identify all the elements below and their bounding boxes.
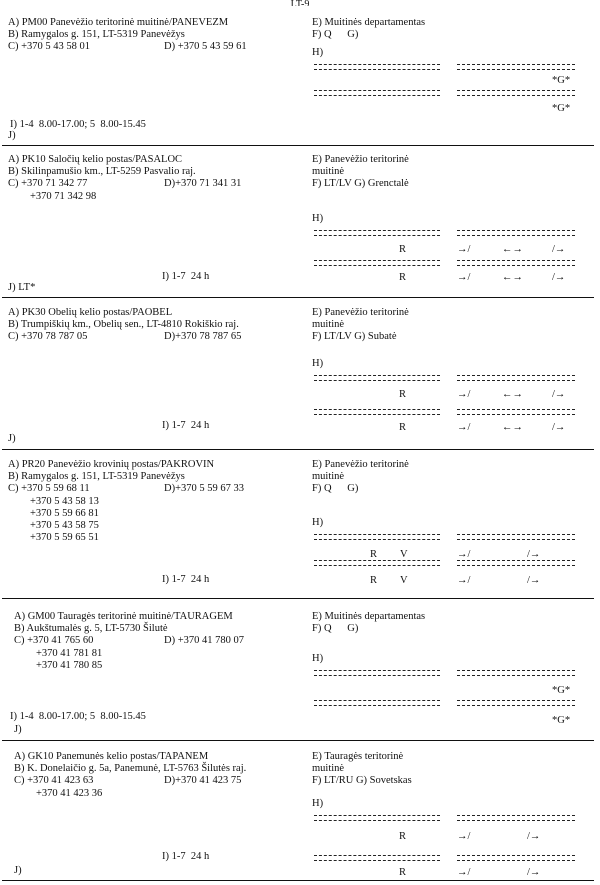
- customs-office-entry: [2, 0, 594, 885]
- field-e-department-cont: muitinė: [312, 319, 345, 331]
- field-a-office-name: A) GM00 Tauragės teritorinė muitinė/TAURAGEM: [14, 611, 233, 622]
- direction-arrow-code: /→: [527, 575, 541, 586]
- direction-arrow-code: →/: [457, 549, 471, 560]
- direction-arrow-code: *G*: [552, 685, 571, 696]
- field-b-address: B) Ramygalos g. 151, LT-5319 Panevėžys: [8, 29, 185, 41]
- direction-arrow-code: /→: [527, 831, 541, 842]
- field-c-phone-extra: +370 5 43 58 75: [30, 520, 99, 531]
- field-d-fax: D)+370 78 787 65: [164, 331, 242, 343]
- field-c-phone: C) +370 78 787 05: [8, 331, 88, 343]
- field-e-department: E) Panevėžio teritorinė: [312, 459, 409, 470]
- customs-office-entry: [2, 0, 594, 885]
- double-dashed-rule-right: [457, 560, 575, 566]
- entry-separator: [2, 449, 594, 450]
- direction-arrow-code: /→: [552, 272, 566, 283]
- field-h-label: H): [312, 798, 324, 809]
- field-i-working-hours: I) 1-4 8.00-17.00; 5 8.00-15.45: [10, 119, 146, 130]
- double-dashed-rule-left: [314, 230, 440, 236]
- field-i-working-hours: I) 1-4 8.00-17.00; 5 8.00-15.45: [10, 711, 146, 722]
- field-e-department: E) Muitinės departamentas: [312, 17, 426, 28]
- double-dashed-rule-right: [457, 815, 575, 821]
- field-b-address: B) Aukštumalės g. 5, LT-5730 Šilutė: [14, 623, 168, 635]
- entry-separator: [2, 297, 594, 298]
- field-b-address: B) Ramygalos g. 151, LT-5319 Panevėžys: [8, 471, 185, 483]
- traffic-type-code: R: [370, 549, 378, 560]
- traffic-type-code: R: [370, 575, 378, 586]
- double-dashed-rule-right: [457, 90, 575, 96]
- page-header: [0, 0, 600, 6]
- double-dashed-rule-left: [314, 855, 440, 861]
- field-a-office-name: A) PK10 Saločių kelio postas/PASALOC: [8, 154, 183, 165]
- field-e-department: E) Panevėžio teritorinė: [312, 307, 409, 318]
- direction-arrow-code: →/: [457, 831, 471, 842]
- direction-arrow-code: →/: [457, 422, 471, 433]
- direction-arrow-code: →/: [457, 389, 471, 400]
- entry-separator: [2, 880, 594, 881]
- field-f-g-country-border: F) Q G): [312, 623, 359, 635]
- direction-arrow-code: →/: [457, 575, 471, 586]
- field-a-office-name: A) GK10 Panemunės kelio postas/TAPANEM: [14, 751, 209, 762]
- traffic-type-code: V: [400, 575, 408, 586]
- traffic-type-code: R: [399, 831, 407, 842]
- double-dashed-rule-left: [314, 409, 440, 415]
- field-i-working-hours: I) 1-7 24 h: [162, 271, 210, 282]
- double-dashed-rule-left: [314, 90, 440, 96]
- double-dashed-rule-right: [457, 700, 575, 706]
- field-f-g-country-border: F) Q G): [312, 29, 359, 41]
- field-f-g-country-border: F) LT/LV G) Grenctalė: [312, 178, 409, 190]
- field-c-phone: C) +370 5 59 68 11: [8, 483, 90, 495]
- double-dashed-rule-left: [314, 260, 440, 266]
- field-c-phone-extra: +370 5 43 58 13: [30, 495, 99, 507]
- field-a-office-name: A) PR20 Panevėžio krovinių postas/PAKROVIN: [8, 459, 215, 470]
- field-d-fax: D)+370 5 59 67 33: [164, 483, 245, 495]
- field-i-working-hours: I) 1-7 24 h: [162, 574, 210, 585]
- field-j-notes: J): [8, 130, 16, 141]
- direction-arrow-code: →/: [457, 867, 471, 878]
- field-d-fax: D) +370 5 43 59 61: [164, 41, 247, 53]
- direction-arrow-code: /→: [552, 389, 566, 400]
- direction-arrow-code: *G*: [552, 715, 571, 726]
- field-e-department: E) Tauragės teritorinė: [312, 751, 404, 762]
- traffic-type-code: R: [399, 244, 407, 255]
- customs-office-entry: [2, 0, 594, 885]
- field-c-phone: C) +370 71 342 77: [8, 178, 88, 190]
- double-dashed-rule-right: [457, 670, 575, 676]
- direction-arrow-code: /→: [527, 867, 541, 878]
- direction-arrow-code: /→: [552, 422, 566, 433]
- field-h-label: H): [312, 517, 324, 528]
- direction-arrow-code: ←→: [502, 422, 523, 433]
- double-dashed-rule-right: [457, 375, 575, 381]
- direction-arrow-code: ←→: [502, 272, 523, 283]
- field-f-g-country-border: F) LT/RU G) Sovetskas: [312, 775, 412, 787]
- double-dashed-rule-left: [314, 700, 440, 706]
- field-d-fax: D)+370 71 341 31: [164, 178, 242, 190]
- field-j-notes: J): [14, 865, 22, 876]
- entry-separator: [2, 598, 594, 599]
- direction-arrow-code: /→: [552, 244, 566, 255]
- field-i-working-hours: I) 1-7 24 h: [162, 851, 210, 862]
- direction-arrow-code: ←→: [502, 244, 523, 255]
- double-dashed-rule-right: [457, 64, 575, 70]
- field-c-phone: C) +370 5 43 58 01: [8, 41, 91, 53]
- field-f-g-country-border: F) LT/LV G) Subatė: [312, 331, 397, 343]
- field-h-label: H): [312, 653, 324, 664]
- double-dashed-rule-right: [457, 409, 575, 415]
- field-d-fax: D)+370 41 423 75: [164, 775, 242, 787]
- double-dashed-rule-right: [457, 534, 575, 540]
- field-c-phone-extra: +370 71 342 98: [30, 190, 97, 202]
- field-e-department-cont: muitinė: [312, 763, 345, 775]
- field-h-label: H): [312, 358, 324, 369]
- field-j-notes: J): [8, 433, 16, 444]
- double-dashed-rule-right: [457, 260, 575, 266]
- field-i-working-hours: I) 1-7 24 h: [162, 420, 210, 431]
- field-b-address: B) Skilinpamušio km., LT-5259 Pasvalio raj.: [8, 166, 196, 178]
- double-dashed-rule-left: [314, 670, 440, 676]
- direction-arrow-code: →/: [457, 244, 471, 255]
- field-c-phone-extra: +370 41 781 81: [36, 647, 103, 659]
- double-dashed-rule-left: [314, 534, 440, 540]
- traffic-type-code: R: [399, 272, 407, 283]
- field-c-phone-extra: +370 41 780 85: [36, 659, 103, 671]
- page-header-text: LT-9: [290, 0, 310, 6]
- field-c-phone-extra: +370 5 59 65 51: [30, 532, 99, 544]
- customs-office-entry: [2, 0, 594, 885]
- field-e-department-cont: muitinė: [312, 166, 345, 178]
- direction-arrow-code: /→: [527, 549, 541, 560]
- traffic-type-code: R: [399, 867, 407, 878]
- entry-separator: [2, 740, 594, 741]
- customs-office-entry: [2, 0, 594, 885]
- field-f-g-country-border: F) Q G): [312, 483, 359, 495]
- direction-arrow-code: →/: [457, 272, 471, 283]
- field-h-label: H): [312, 47, 324, 58]
- field-a-office-name: A) PM00 Panevėžio teritorinė muitinė/PANEVEZM: [8, 17, 229, 28]
- traffic-type-code: R: [399, 389, 407, 400]
- field-a-office-name: A) PK30 Obelių kelio postas/PAOBEL: [8, 307, 173, 318]
- field-c-phone-extra: +370 5 59 66 81: [30, 507, 99, 519]
- double-dashed-rule-left: [314, 64, 440, 70]
- field-b-address: B) Trumpiškių km., Obelių sen., LT-4810 Rokiškio raj.: [8, 319, 239, 331]
- field-c-phone: C) +370 41 765 60: [14, 635, 94, 647]
- double-dashed-rule-left: [314, 815, 440, 821]
- direction-arrow-code: ←→: [502, 389, 523, 400]
- customs-office-entry: [2, 0, 594, 885]
- entry-separator: [2, 145, 594, 146]
- field-e-department-cont: muitinė: [312, 471, 345, 483]
- field-j-notes: J) LT*: [8, 282, 36, 293]
- direction-arrow-code: *G*: [552, 75, 571, 86]
- traffic-type-code: R: [399, 422, 407, 433]
- double-dashed-rule-left: [314, 375, 440, 381]
- field-e-department: E) Muitinės departamentas: [312, 611, 426, 622]
- direction-arrow-code: *G*: [552, 103, 571, 114]
- double-dashed-rule-right: [457, 855, 575, 861]
- field-j-notes: J): [14, 724, 22, 735]
- double-dashed-rule-left: [314, 560, 440, 566]
- double-dashed-rule-right: [457, 230, 575, 236]
- traffic-type-code: V: [400, 549, 408, 560]
- field-h-label: H): [312, 213, 324, 224]
- field-c-phone: C) +370 41 423 63: [14, 775, 94, 787]
- field-b-address: B) K. Donelaičio g. 5a, Panemunė, LT-5763 Šilutės raj.: [14, 763, 247, 775]
- field-d-fax: D) +370 41 780 07: [164, 635, 245, 647]
- field-e-department: E) Panevėžio teritorinė: [312, 154, 409, 165]
- field-c-phone-extra: +370 41 423 36: [36, 787, 103, 799]
